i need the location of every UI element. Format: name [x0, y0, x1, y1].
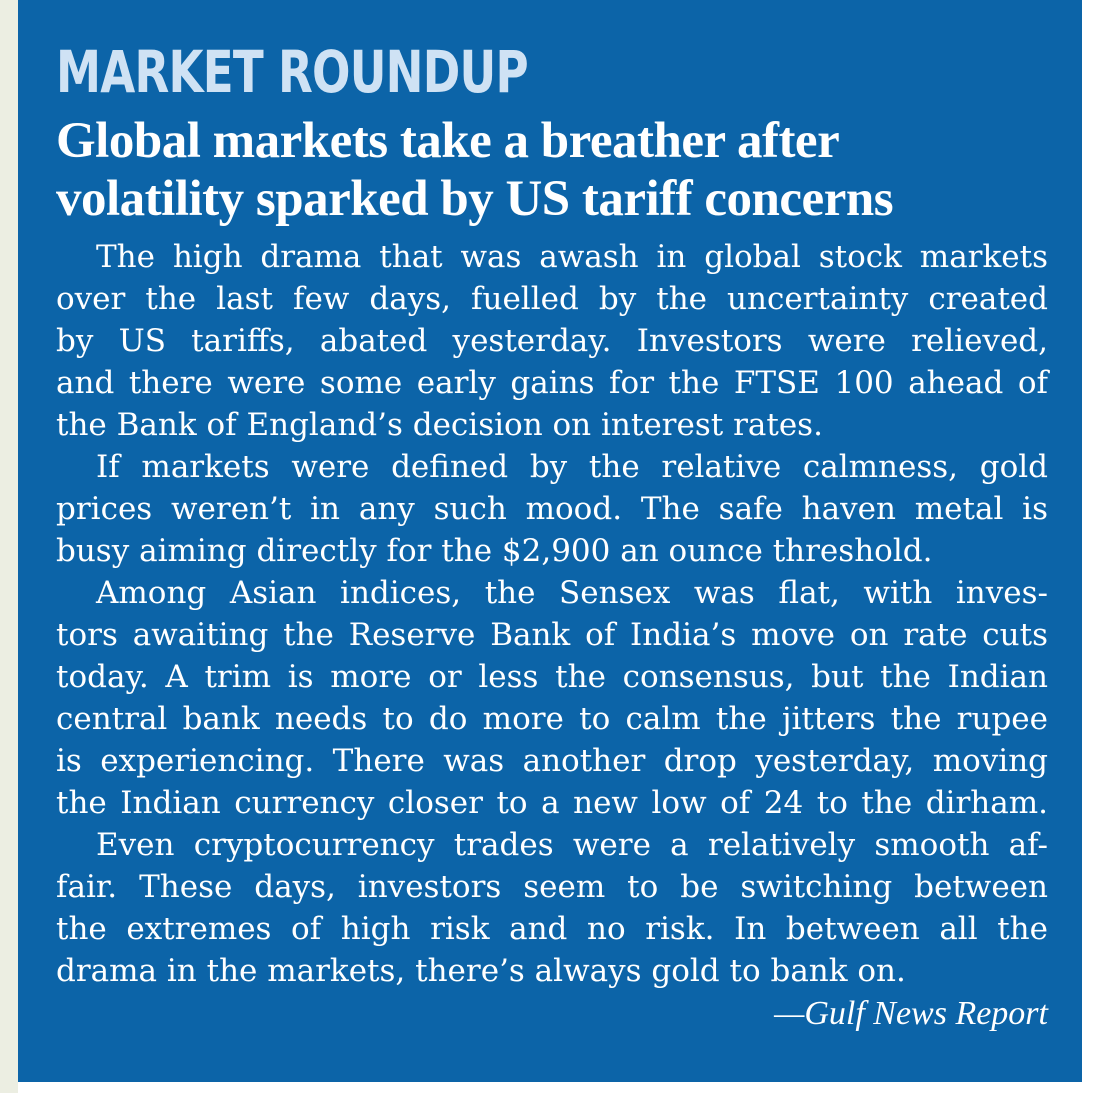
body-line: The high drama that was awash in global stock markets: [96, 239, 1048, 275]
headline: [56, 112, 1048, 228]
body-line: Among Asian indices, the Sensex was flat, with inves-: [96, 575, 1048, 611]
byline: —Gulf News Report: [774, 995, 1048, 1032]
paragraph-2: [56, 446, 1048, 572]
body-line: central bank needs to do more to calm the jitters the rupee: [56, 701, 1048, 737]
headline-line-1: Global markets take a breather after: [56, 113, 840, 169]
body-line: drama in the markets, there’s always gold to bank on.: [56, 953, 906, 989]
body-line: over the last few days, fuelled by the uncertainty created: [56, 281, 1048, 317]
body-line: the Indian currency closer to a new low of 24 to the dirham.: [56, 785, 1048, 821]
body-line: the Bank of England’s decision on interest rates.: [56, 407, 823, 443]
paragraph-1: [56, 236, 1048, 446]
paragraph-4: [56, 824, 1048, 992]
body-line: today. A trim is more or less the consensus, but the Indian: [56, 659, 1048, 695]
body-line: by US tariffs, abated yesterday. Investors were relieved,: [56, 323, 1048, 359]
body-line: the extremes of high risk and no risk. In between all the: [56, 911, 1048, 947]
headline-line-2: volatility sparked by US tariff concerns: [56, 171, 894, 227]
body-line: is experiencing. There was another drop yesterday, moving: [56, 743, 1048, 779]
market-roundup-box: [18, 0, 1082, 1082]
body-line: fair. These days, investors seem to be switching between: [56, 869, 1048, 905]
paragraph-3: [56, 572, 1048, 824]
section-kicker: MARKET ROUNDUP: [56, 38, 528, 106]
body-line: busy aiming directly for the $2,900 an ounce threshold.: [56, 533, 933, 569]
body-line: Even cryptocurrency trades were a relatively smooth af-: [96, 827, 1048, 863]
body-line: and there were some early gains for the FTSE 100 ahead of: [56, 365, 1048, 401]
page-margin-strip: [0, 0, 18, 1093]
body-line: If markets were defined by the relative calmness, gold: [96, 449, 1048, 485]
body-line: tors awaiting the Reserve Bank of India’s move on rate cuts: [56, 617, 1048, 653]
body-line: prices weren’t in any such mood. The safe haven metal is: [56, 491, 1048, 527]
article-body: [56, 236, 1048, 992]
